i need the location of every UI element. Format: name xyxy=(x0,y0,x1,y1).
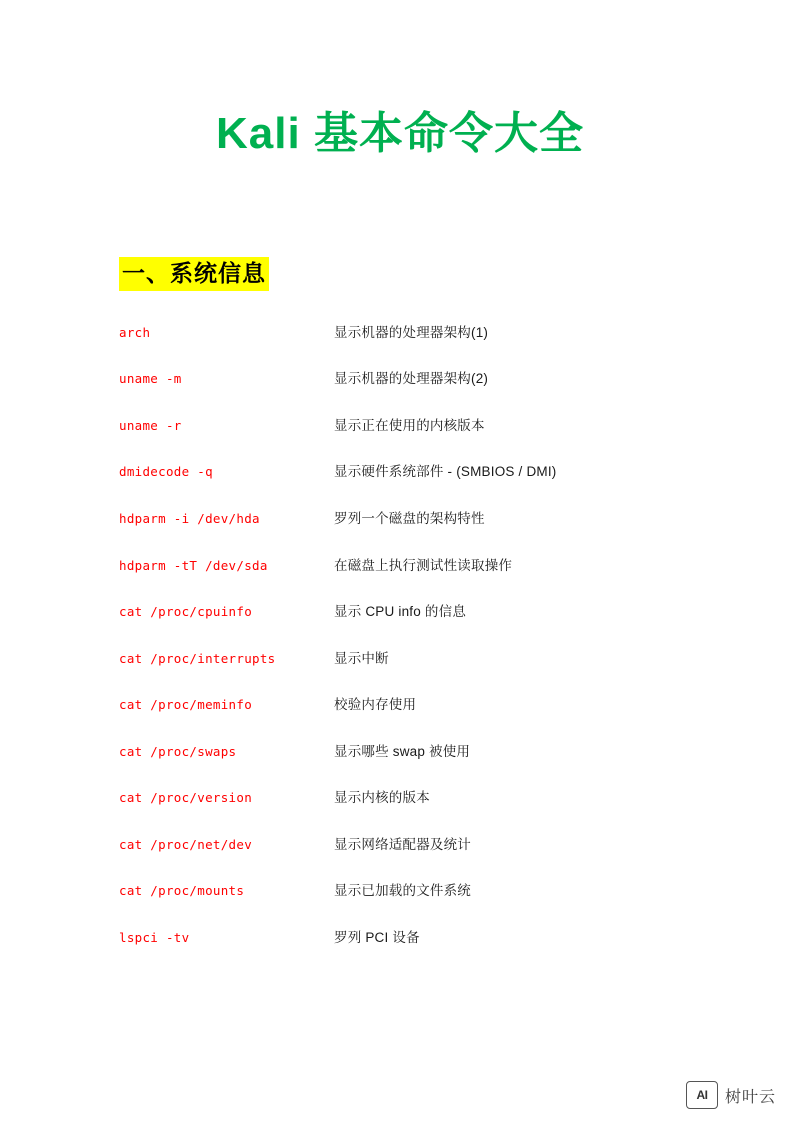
list-item xyxy=(119,557,760,575)
list-item xyxy=(119,463,760,481)
command-name: arch xyxy=(119,324,151,340)
list-item xyxy=(119,510,760,528)
command-description: 显示中断 xyxy=(334,650,389,666)
list-item xyxy=(119,696,760,714)
page-title: Kali 基本命令大全 xyxy=(216,109,584,158)
command-description: 校验内存使用 xyxy=(334,697,417,713)
command-description: 显示已加载的文件系统 xyxy=(334,883,471,899)
list-item xyxy=(119,603,760,621)
command-description: 显示硬件系统部件 - (SMBIOS / DMI) xyxy=(334,464,557,480)
command-name: cat /proc/net/dev xyxy=(119,836,253,852)
command-description: 显示 CPU info 的信息 xyxy=(334,604,467,620)
command-name: cat /proc/cpuinfo xyxy=(119,604,253,620)
section-heading-container xyxy=(0,257,800,291)
list-item xyxy=(119,417,760,435)
list-item xyxy=(119,836,760,854)
list-item xyxy=(119,650,760,668)
command-description: 显示内核的版本 xyxy=(334,790,430,806)
command-description: 显示正在使用的内核版本 xyxy=(334,417,485,433)
list-item xyxy=(119,789,760,807)
command-name: lspci -tv xyxy=(119,929,190,945)
command-name: cat /proc/mounts xyxy=(119,883,245,899)
command-name: cat /proc/meminfo xyxy=(119,697,253,713)
command-list xyxy=(0,324,800,947)
command-description: 显示哪些 swap 被使用 xyxy=(334,743,471,759)
command-description: 在磁盘上执行测试性读取操作 xyxy=(334,557,513,573)
list-item xyxy=(119,929,760,947)
command-name: cat /proc/swaps xyxy=(119,743,237,759)
watermark-label: 树叶云 xyxy=(724,1088,776,1106)
command-description: 显示机器的处理器架构(1) xyxy=(334,324,489,340)
ai-badge-icon: AI xyxy=(686,1081,718,1109)
list-item xyxy=(119,370,760,388)
list-item xyxy=(119,324,760,342)
command-name: uname -r xyxy=(119,417,182,433)
list-item xyxy=(119,743,760,761)
command-name: hdparm -tT /dev/sda xyxy=(119,557,268,573)
section-heading: 一、系统信息 xyxy=(119,257,269,291)
command-name: uname -m xyxy=(119,371,182,387)
command-description: 罗列一个磁盘的架构特性 xyxy=(334,511,485,527)
command-name: cat /proc/interrupts xyxy=(119,650,276,666)
command-description: 罗列 PCI 设备 xyxy=(334,929,420,945)
command-name: hdparm -i /dev/hda xyxy=(119,511,260,527)
watermark xyxy=(686,1081,776,1109)
command-name: dmidecode -q xyxy=(119,464,213,480)
command-description: 显示机器的处理器架构(2) xyxy=(334,371,489,387)
command-name: cat /proc/version xyxy=(119,790,253,806)
list-item xyxy=(119,882,760,900)
command-description: 显示网络适配器及统计 xyxy=(334,836,471,852)
